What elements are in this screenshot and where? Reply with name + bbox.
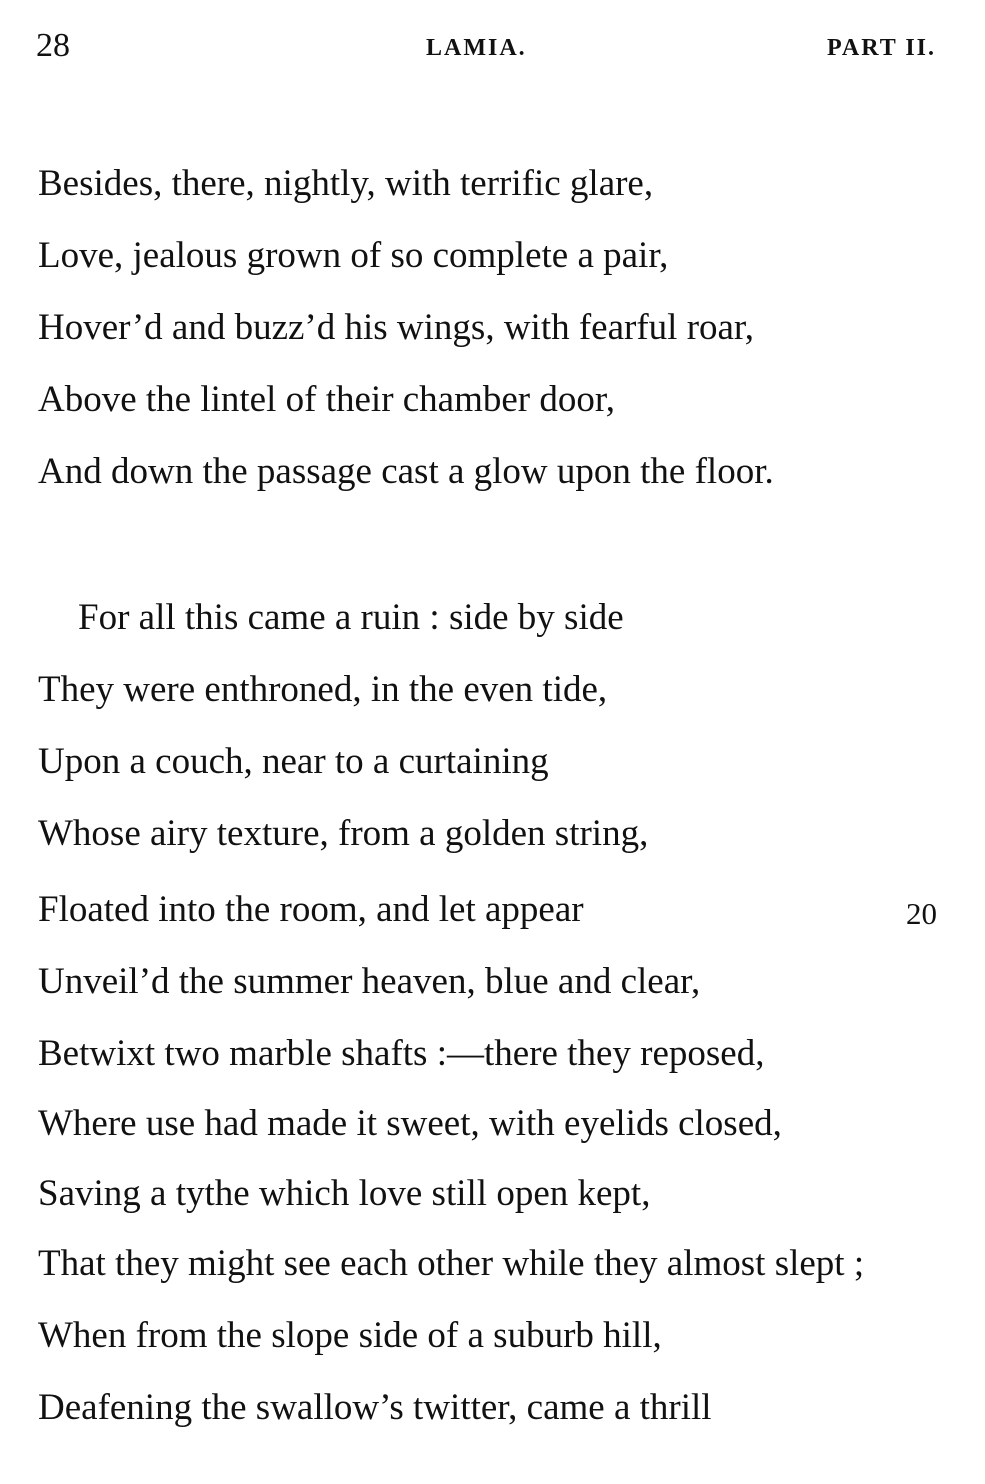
- page-header: [36, 24, 936, 68]
- verse-line: Deafening the swallow’s twitter, came a thrill: [38, 1387, 712, 1428]
- verse-line: And down the passage cast a glow upon the floor.: [38, 451, 774, 492]
- verse-line: Above the lintel of their chamber door,: [38, 379, 615, 420]
- part-label: PART II.: [827, 35, 936, 61]
- line-number: 20: [906, 896, 937, 931]
- verse-line: That they might see each other while they almost slept ;: [38, 1243, 865, 1284]
- verse-line: For all this came a ruin : side by side: [78, 597, 624, 638]
- verse-line: Unveil’d the summer heaven, blue and clear,: [38, 961, 701, 1002]
- verse-line: Love, jealous grown of so complete a pair,: [38, 235, 669, 276]
- verse-line: Whose airy texture, from a golden string,: [38, 813, 649, 854]
- verse-line: Upon a couch, near to a curtaining: [38, 741, 549, 782]
- verse-line: When from the slope side of a suburb hill,: [38, 1315, 662, 1356]
- page-number: 28: [36, 27, 70, 64]
- verse-line: Besides, there, nightly, with terrific glare,: [38, 163, 654, 204]
- verse-line: Floated into the room, and let appear: [38, 889, 584, 930]
- verse-line: Where use had made it sweet, with eyelids closed,: [38, 1103, 782, 1144]
- verse-line: Betwixt two marble shafts :—there they reposed,: [38, 1033, 765, 1074]
- running-title: LAMIA.: [426, 35, 527, 61]
- verse-line: Saving a tythe which love still open kept,: [38, 1173, 651, 1214]
- verse-line: They were enthroned, in the even tide,: [38, 669, 608, 710]
- verse-line: Hover’d and buzz’d his wings, with fearful roar,: [38, 307, 755, 348]
